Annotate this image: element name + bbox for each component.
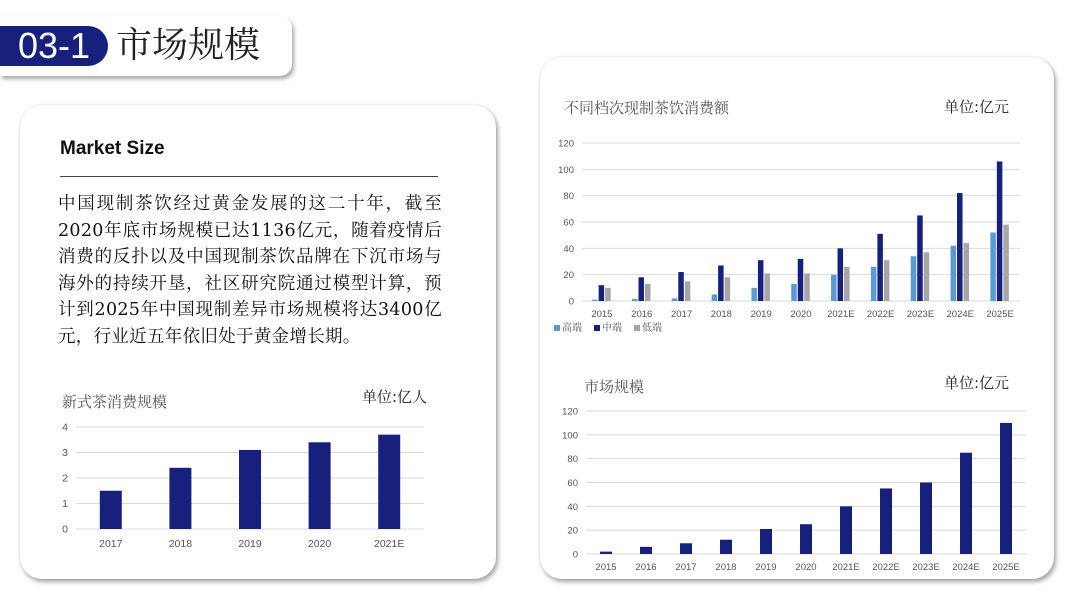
bar bbox=[800, 524, 812, 554]
bar bbox=[804, 273, 810, 301]
x-tick-label: 2016 bbox=[635, 562, 657, 573]
bar bbox=[685, 281, 691, 301]
market-size-chart bbox=[550, 402, 1030, 577]
consumer-count-chart bbox=[50, 415, 450, 555]
market-size-heading: Market Size bbox=[60, 138, 165, 159]
bar bbox=[638, 277, 644, 301]
bar bbox=[924, 252, 930, 301]
bar bbox=[632, 299, 638, 301]
legend-label: 中端 bbox=[602, 323, 622, 334]
bar bbox=[1000, 423, 1012, 554]
bar bbox=[239, 450, 261, 529]
bar bbox=[764, 273, 770, 301]
x-tick-label: 2017 bbox=[99, 538, 123, 550]
legend-label: 低端 bbox=[642, 323, 662, 334]
y-tick-label: 2 bbox=[62, 472, 68, 485]
bar bbox=[990, 233, 996, 301]
x-tick-label: 2018 bbox=[168, 538, 193, 550]
bar bbox=[831, 275, 837, 301]
y-tick-label: 120 bbox=[558, 138, 574, 150]
x-tick-label: 2018 bbox=[710, 309, 732, 320]
bar bbox=[884, 260, 890, 301]
chart2-title: 不同档次现制茶饮消费额 bbox=[564, 99, 730, 117]
legend-swatch bbox=[554, 325, 560, 331]
y-tick-label: 80 bbox=[567, 454, 578, 466]
section-title: 市场规模 bbox=[116, 25, 261, 66]
x-tick-label: 2020 bbox=[795, 562, 817, 573]
tier-spending-chart bbox=[550, 135, 1030, 340]
y-tick-label: 0 bbox=[62, 523, 68, 536]
bar bbox=[600, 552, 612, 554]
x-tick-label: 2021E bbox=[374, 538, 405, 550]
x-tick-label: 2019 bbox=[755, 562, 777, 573]
bar bbox=[672, 298, 678, 301]
bar bbox=[645, 284, 651, 301]
bar bbox=[599, 285, 605, 301]
x-tick-label: 2015 bbox=[591, 309, 613, 320]
x-tick-label: 2023E bbox=[906, 309, 935, 320]
bar bbox=[718, 265, 724, 301]
x-tick-label: 2016 bbox=[631, 309, 653, 320]
y-tick-label: 3 bbox=[62, 447, 68, 459]
bar bbox=[712, 294, 718, 301]
bar bbox=[997, 161, 1003, 301]
legend-swatch bbox=[594, 325, 600, 331]
x-tick-label: 2018 bbox=[715, 562, 737, 573]
market-size-paragraph: 中国现制茶饮经过黄金发展的这二十年，截至2020年底市场规模已达1136亿元，随着疫情后消费的反扑以及中国现制茶饮品牌在下沉市场与海外的持续开垦，社区研究院通过模型计算，预计到2025年中国现制差异市场规模将达3400亿元，行业近五年依旧处于黄金增长期。 bbox=[58, 194, 442, 347]
section-number-badge: 03-1 bbox=[0, 26, 108, 66]
bar bbox=[957, 193, 963, 301]
bar bbox=[877, 234, 883, 301]
x-tick-label: 2015 bbox=[595, 562, 617, 573]
x-tick-label: 2023E bbox=[912, 562, 940, 573]
chart1-unit: 单位:亿人 bbox=[362, 388, 428, 406]
y-tick-label: 1 bbox=[62, 498, 68, 510]
y-tick-label: 40 bbox=[563, 243, 574, 255]
y-tick-label: 120 bbox=[562, 406, 578, 418]
bar bbox=[951, 246, 957, 301]
y-tick-label: 20 bbox=[563, 270, 574, 282]
y-tick-label: 80 bbox=[563, 191, 574, 203]
bar bbox=[917, 215, 923, 301]
bar bbox=[964, 243, 970, 301]
bar bbox=[758, 260, 764, 301]
x-tick-label: 2022E bbox=[872, 562, 900, 573]
bar bbox=[871, 267, 877, 301]
bar bbox=[911, 256, 917, 301]
bar bbox=[844, 267, 850, 301]
bar bbox=[100, 491, 122, 529]
x-tick-label: 2021E bbox=[832, 562, 860, 573]
x-tick-label: 2024E bbox=[946, 309, 975, 320]
y-tick-label: 4 bbox=[62, 421, 68, 434]
chart3-title: 市场规模 bbox=[584, 378, 645, 396]
x-tick-label: 2017 bbox=[670, 309, 693, 320]
x-tick-label: 2024E bbox=[952, 562, 980, 573]
bar bbox=[760, 529, 772, 554]
bar bbox=[880, 488, 892, 554]
y-tick-label: 60 bbox=[567, 478, 578, 489]
x-tick-label: 2025E bbox=[992, 562, 1020, 573]
bar bbox=[838, 248, 844, 301]
bar bbox=[840, 506, 852, 554]
bar bbox=[720, 540, 732, 554]
y-tick-label: 100 bbox=[558, 164, 574, 176]
bar bbox=[640, 547, 652, 554]
y-tick-label: 0 bbox=[572, 549, 578, 561]
x-tick-label: 2019 bbox=[238, 538, 262, 550]
bar bbox=[378, 435, 400, 529]
x-tick-label: 2020 bbox=[307, 538, 332, 550]
x-tick-label: 2020 bbox=[790, 309, 812, 320]
bar bbox=[791, 284, 797, 301]
x-tick-label: 2019 bbox=[750, 309, 772, 320]
y-tick-label: 60 bbox=[563, 217, 574, 229]
x-tick-label: 2021E bbox=[827, 309, 855, 320]
bar bbox=[960, 453, 972, 554]
y-tick-label: 20 bbox=[567, 525, 578, 537]
x-tick-label: 2017 bbox=[675, 562, 697, 573]
y-tick-label: 0 bbox=[568, 296, 574, 308]
bar bbox=[920, 483, 932, 555]
x-tick-label: 2025E bbox=[986, 309, 1014, 320]
bar bbox=[309, 442, 331, 529]
heading-divider bbox=[60, 176, 438, 177]
bar bbox=[798, 259, 804, 301]
chart3-unit: 单位:亿元 bbox=[944, 374, 1010, 392]
bar bbox=[725, 277, 731, 301]
legend-label: 高端 bbox=[562, 323, 582, 334]
y-tick-label: 100 bbox=[562, 430, 578, 442]
x-tick-label: 2022E bbox=[866, 309, 895, 320]
y-tick-label: 40 bbox=[567, 501, 578, 513]
chart1-title: 新式茶消费规模 bbox=[62, 393, 168, 411]
bar bbox=[751, 288, 757, 301]
legend-swatch bbox=[634, 325, 640, 331]
bar bbox=[680, 543, 692, 554]
bar bbox=[678, 272, 684, 301]
bar bbox=[605, 288, 611, 301]
bar bbox=[1003, 225, 1009, 301]
bar bbox=[592, 300, 598, 301]
chart2-unit: 单位:亿元 bbox=[944, 98, 1010, 116]
bar bbox=[169, 468, 191, 529]
